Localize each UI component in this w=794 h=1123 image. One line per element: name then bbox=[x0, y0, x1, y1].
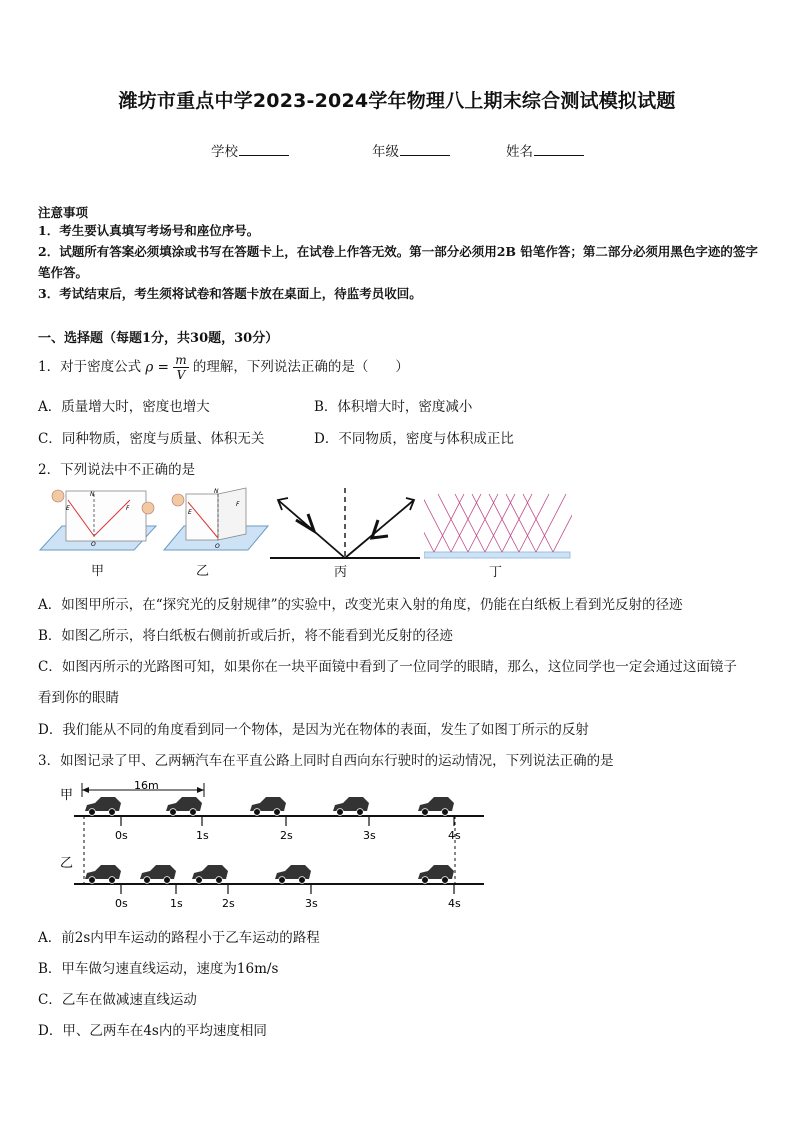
question-2-stem: 2．下列说法中不正确的是 bbox=[38, 462, 196, 478]
q1-option-d[interactable]: D．不同物质，密度与体积成正比 bbox=[314, 431, 514, 447]
figure-label-yi: 乙 bbox=[196, 564, 210, 579]
figure-jia-reflection-experiment bbox=[38, 486, 158, 558]
svg-text:E: E bbox=[188, 509, 192, 516]
q2-option-c[interactable]: C．如图丙所示的光路图可知，如果你在一块平面镜中看到了一位同学的眼睛，那么，这位同学也一定会通过这面镜子 bbox=[38, 659, 737, 675]
car-icon bbox=[275, 865, 311, 883]
grade-field[interactable] bbox=[372, 140, 450, 160]
svg-text:N: N bbox=[90, 491, 95, 498]
yi-time-label: 0s bbox=[115, 897, 128, 910]
q1-stem-after: 的理解，下列说法正确的是（ ） bbox=[192, 359, 409, 375]
note-item-1: 1．考生要认真填写考场号和座位序号。 bbox=[38, 223, 260, 238]
incident-ray bbox=[424, 494, 451, 552]
q2-option-d[interactable]: D．我们能从不同的角度看到同一个物体，是因为光在物体的表面，发生了如图丁所示的反射 bbox=[38, 722, 589, 738]
yi-time-label: 2s bbox=[222, 897, 235, 910]
q2-option-a[interactable]: A．如图甲所示，在“探究光的反射规律”的实验中，改变光束入射的角度，仍能在白纸板上看到光反射的径迹 bbox=[38, 597, 683, 613]
yi-time-label: 1s bbox=[170, 897, 183, 910]
svg-text:E: E bbox=[66, 505, 70, 512]
svg-text:F: F bbox=[126, 505, 130, 512]
figure-yi-folded-board bbox=[162, 486, 270, 558]
school-label: 学校 bbox=[211, 144, 238, 160]
incident-ray bbox=[506, 494, 536, 552]
incident-ray bbox=[472, 494, 502, 552]
figure-car-motion bbox=[54, 775, 494, 920]
incident-ray bbox=[489, 494, 519, 552]
note-item-2: 2．试题所有答案必须填涂或书写在答题卡上，在试卷上作答无效。第一部分必须用2B 铅笔作答；第二部分必须用黑色字迹的签字笔作答。 bbox=[38, 244, 758, 280]
car-icon bbox=[192, 865, 228, 883]
row-label-jia: 甲 bbox=[60, 788, 74, 803]
question-1-stem bbox=[38, 352, 762, 383]
jia-time-label: 2s bbox=[280, 829, 293, 842]
jia-time-label: 1s bbox=[196, 829, 209, 842]
car-icon bbox=[166, 797, 202, 815]
figure-ding-specular-reflection bbox=[424, 490, 572, 562]
formula-denominator: V bbox=[176, 368, 186, 382]
q1-option-a[interactable]: A．质量增大时，密度也增大 bbox=[38, 399, 210, 415]
formula-numerator: m bbox=[175, 353, 187, 367]
figure-label-jia: 甲 bbox=[91, 564, 105, 579]
reflected-ray bbox=[536, 494, 566, 552]
q2-option-b[interactable]: B．如图乙所示，将白纸板右侧前折或后折，将不能看到光反射的径迹 bbox=[38, 628, 453, 644]
yi-time-label: 4s bbox=[448, 897, 461, 910]
page-title: 潍坊市重点中学2023-2024学年物理八上期末综合测试模拟试题 bbox=[118, 90, 676, 112]
formula-lhs: ρ = bbox=[145, 359, 169, 376]
figure-label-ding: 丁 bbox=[489, 565, 503, 580]
question-3-stem: 3．如图记录了甲、乙两辆汽车在平直公路上同时自西向东行驶时的运动情况，下列说法正确的是 bbox=[38, 753, 614, 769]
name-field[interactable] bbox=[506, 140, 584, 160]
school-blank[interactable] bbox=[239, 143, 289, 156]
incident-ray bbox=[455, 494, 485, 552]
q3-option-b[interactable]: B．甲车做匀速直线运动，速度为16m/s bbox=[38, 961, 279, 977]
car-icon bbox=[418, 797, 454, 815]
figure-bing-reversible-path bbox=[268, 486, 422, 562]
density-formula bbox=[145, 353, 188, 382]
name-blank[interactable] bbox=[534, 143, 584, 156]
section-heading: 一、选择题（每题1分，共30题，30分） bbox=[38, 331, 279, 346]
q3-option-c[interactable]: C．乙车在做减速直线运动 bbox=[38, 992, 197, 1008]
incident-ray bbox=[523, 494, 553, 552]
jia-time-label: 3s bbox=[363, 829, 376, 842]
car-icon bbox=[333, 797, 369, 815]
name-label: 姓名 bbox=[506, 144, 533, 160]
q1-option-b[interactable]: B．体积增大时，密度减小 bbox=[314, 399, 473, 415]
row-label-yi: 乙 bbox=[60, 856, 74, 871]
car-icon bbox=[250, 797, 286, 815]
q3-option-d[interactable]: D．甲、乙两车在4s内的平均速度相同 bbox=[38, 1023, 267, 1039]
grade-label: 年级 bbox=[372, 144, 399, 160]
car-icon bbox=[418, 865, 454, 883]
q1-option-c[interactable]: C．同种物质，密度与质量、体积无关 bbox=[38, 431, 265, 447]
notes-heading: 注意事项 bbox=[38, 205, 89, 220]
q1-stem-before: 1．对于密度公式 bbox=[38, 359, 142, 375]
distance-label: 16m bbox=[134, 779, 159, 792]
figure-label-bing: 丙 bbox=[334, 565, 348, 580]
yi-time-label: 3s bbox=[305, 897, 318, 910]
svg-text:O: O bbox=[91, 541, 96, 548]
school-field[interactable] bbox=[211, 140, 289, 160]
incident-ray bbox=[438, 494, 468, 552]
svg-text:O: O bbox=[215, 543, 220, 550]
car-icon bbox=[140, 865, 176, 883]
jia-time-label: 0s bbox=[115, 829, 128, 842]
reflected-ray bbox=[553, 494, 572, 552]
q3-option-a[interactable]: A．前2s内甲车运动的路程小于乙车运动的路程 bbox=[38, 930, 320, 946]
svg-text:N: N bbox=[214, 488, 219, 495]
grade-blank[interactable] bbox=[400, 143, 450, 156]
car-icon bbox=[85, 797, 121, 815]
car-icon bbox=[85, 865, 121, 883]
note-item-3: 3．考试结束后，考生须将试卷和答题卡放在桌面上，待监考员收回。 bbox=[38, 286, 422, 301]
reflected-ray bbox=[519, 494, 549, 552]
svg-text:F: F bbox=[236, 501, 240, 508]
q2-option-c-continued: 看到你的眼睛 bbox=[38, 690, 119, 706]
jia-time-label: 4s bbox=[448, 829, 461, 842]
